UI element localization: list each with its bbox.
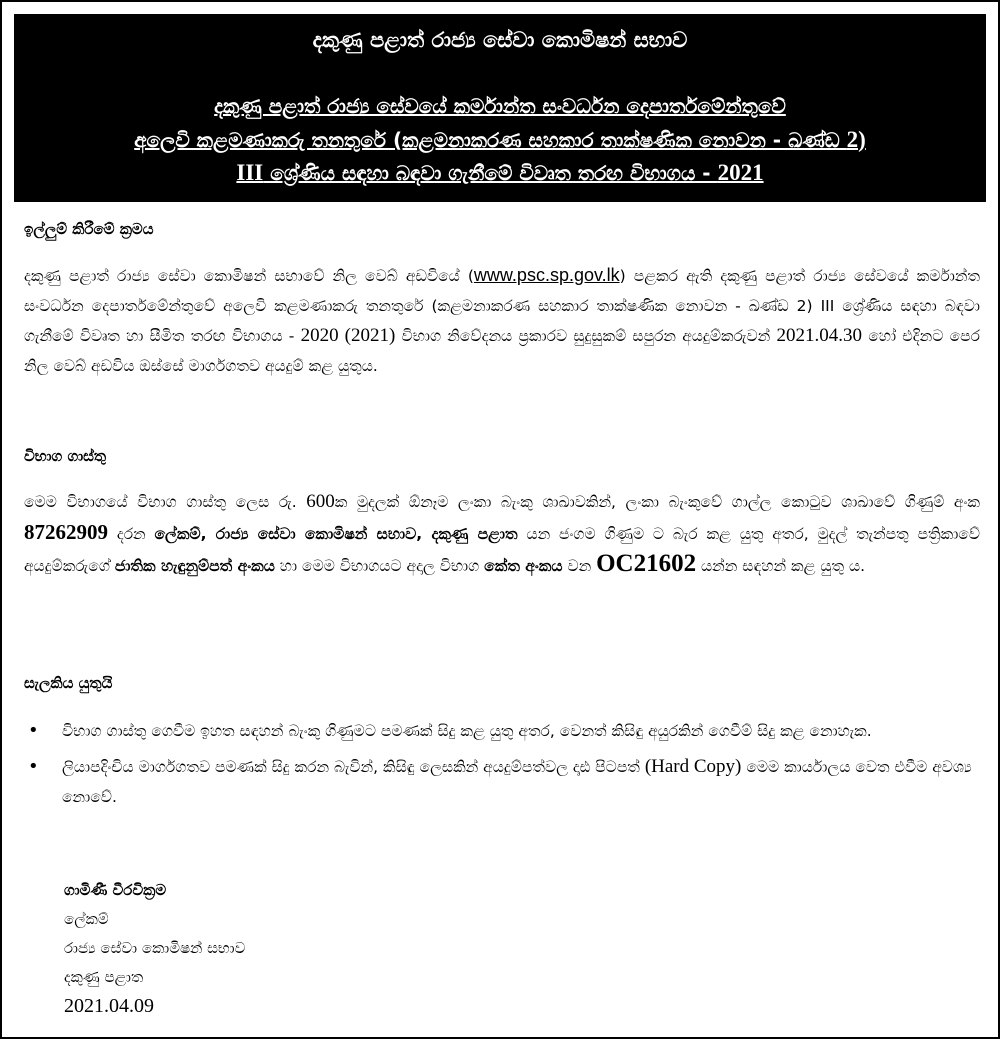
deadline-date: 2021.04.30 [776,325,862,346]
application-text-3: විභාග නිවේදනය ප්‍රකාරව සුදුසුකම් සපුරන අයදුම්කරුවන් [395,327,777,345]
exam-title-line-2 [14,127,986,153]
fee-amount: 600 [306,491,335,512]
exam-title-line-1: දකුණු පළාත් රාජ්‍ය සේවයේ කර්මාන්ත සංවර්ධන දෙපාර්තමේන්තුවේ [214,94,786,118]
list-item [24,752,980,812]
note-item-2-text-c: මෙම කාර්යාලය වෙත එවීම අවශ්‍ය නොවේ. [62,758,972,806]
exam-title-line-3 [14,160,986,186]
signatory-name: ගාමිණී වීරවික්‍රම [64,881,167,899]
notes-list [24,716,980,818]
commission-title: දකුණු පළාත් රාජ්‍ය සේවා කොමිෂන් සභාව [312,28,688,52]
fees-text-3: දරන [108,525,155,543]
application-text-4: හෝ එදිනට පෙර නිල වෙබ් අඩවිය ඔස්සේ මාර්ගගතව අයදුම් කළ යුතුය. [24,327,980,375]
signatory-title: ලේකම් [64,910,109,928]
code-label: කේත අංකය [484,557,563,575]
notice-date: 2021.04.09 [64,995,154,1017]
fees-text-4: යන ජංගම ගිණුම ට බැර කළ යුතු අතර, මුදල් තැන්පතු පත්‍රිකාවේ අයදුම්කරුගේ [24,525,981,575]
website-link[interactable]: www.psc.sp.gov.lk [473,265,620,285]
fees-text-1: මෙම විභාගයේ විභාග ගාස්තු ලෙස රු. [24,493,307,511]
signature-block [64,876,245,992]
signatory-province: දකුණු පළාත [64,968,144,986]
list-item [24,716,980,746]
note-item-2-text-a: ලියාපදිංචිය මාර්ගගතව පමණක් සිදු කරන බැවින්, කිසිඳු ලෙසකින් අයදුම්පත්වල දෘඪ පිටපත් [62,758,645,776]
nic-label: ජාතික හැඳුනුම්පත් අංකය [114,557,275,575]
exam-year: 2021 [717,160,764,185]
fees-heading: විභාග ගාස්තු [24,447,107,465]
payee-name: ලේකම්, රාජ්‍ය සේවා කොමිෂන් සභාව, දකුණු පළාත [154,525,518,543]
notes-heading: සැලකිය යුතුයි [24,674,113,692]
exam-title-segment-number: 2) [846,127,866,152]
bullet-icon: • [28,720,39,741]
exam-grade: III [236,160,264,185]
exam-title-line-2-text: අලෙවි කළමණාකරු තනතුරේ (කළමනාකරණ සහකාර තාක්ෂණික නොවන - ඛණ්ඩ [134,128,847,152]
fees-text-6: වන [562,557,597,575]
notice-header [14,14,986,202]
fees-text-2: ක මුදලක් ඕනෑම ලංකා බැංකු ශාඛාවකින්, ලංකා බැංකුවේ ගාල්ල කොටුව ශාඛාවේ ගිණුම් අංක [334,493,980,511]
application-text-2: ) පළකර ඇති දකුණු පළාත් රාජ්‍ය සේවයේ කර්මාන්ත සංවර්ධන දෙපාර්තමේන්තුවේ අලෙවි කළමණාකරු තනතුරේ (කළමනාකරණ සහකාර තාක්ෂණික නොවන - ඛණ්ඩ 2) III ශ්‍රේණිය සඳහා බඳවා ගැනීමේ විවෘත හා සීමිත තරඟ විභාගය - [24,267,980,345]
fees-text-7: යන්න සඳහන් කළ යුතු ය. [696,557,866,575]
fees-text-5: හා මෙම විභාගයට අදාල විභාග [274,557,485,575]
application-heading: ඉල්ලුම් කිරීමේ ක්‍රමය [24,220,154,238]
application-paragraph [24,260,980,381]
application-text-1: දකුණු පළාත් රාජ්‍ය සේවා කොමිෂන් සභාවේ නිල වෙබ් අඩවියේ ( [24,267,474,285]
bullet-icon: • [28,756,39,777]
account-number: 87262909 [24,520,108,544]
exam-code: OC21602 [596,550,697,577]
exam-title-line-3-text: ශ්‍රේණිය සඳහා බඳවා ගැනීමේ විවෘත තරඟ විභාගය - [263,161,718,185]
hard-copy-label: (Hard Copy) [644,756,742,777]
exam-year-ref: 2020 (2021) [300,325,396,346]
note-item-1: විභාග ගාස්තු ගෙවීම ඉහත සඳහන් බැංකු ගිණුමට පමණක් සිදු කළ යුතු අතර, වෙනත් කිසිඳු අයුරකින් ගෙවීම් සිදු කළ නොහැක. [62,722,872,740]
signatory-organization: රාජ්‍ය සේවා කොමිෂන් සභාව [64,939,246,957]
fees-paragraph [24,487,980,581]
